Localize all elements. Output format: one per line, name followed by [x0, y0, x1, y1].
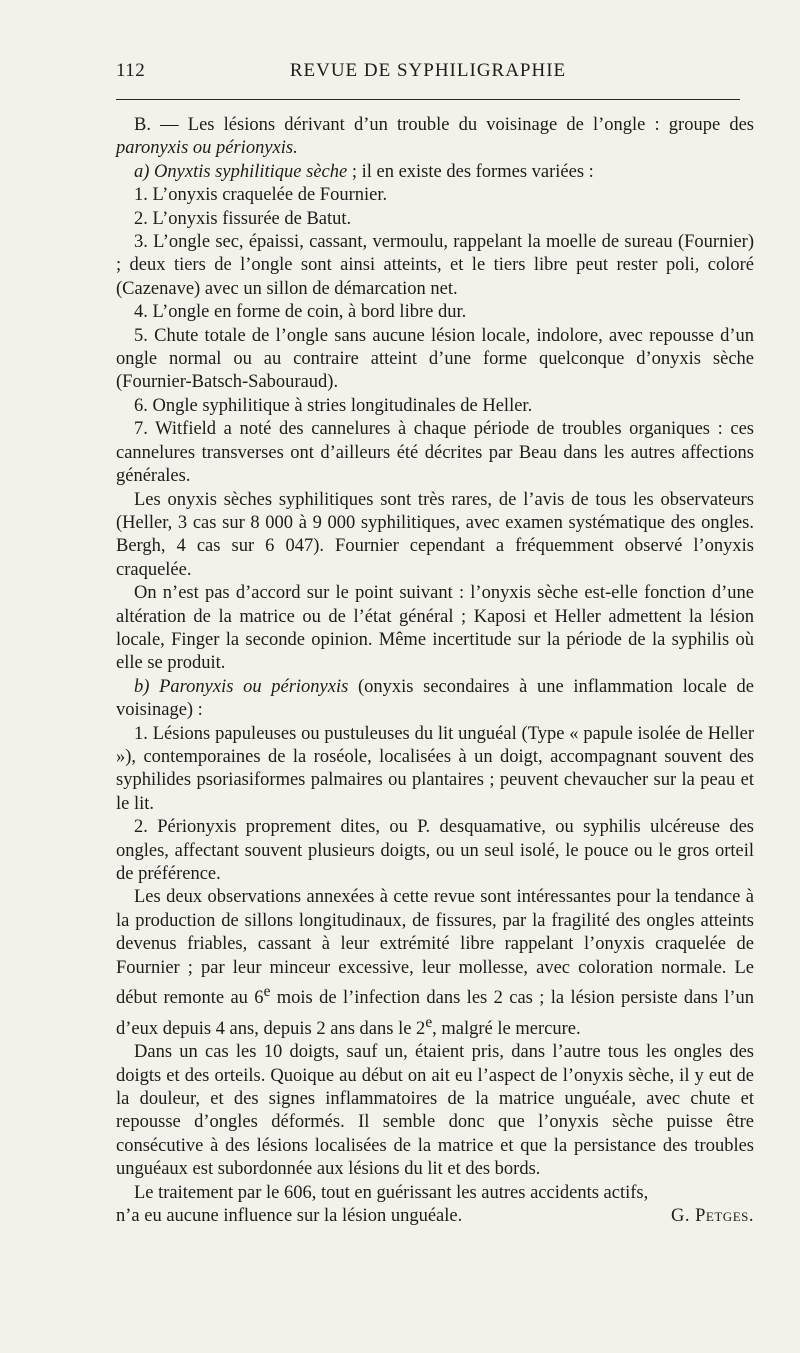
list-item: 3. L’ongle sec, épaissi, cassant, vermoulu, rappelant la moelle de sureau (Fournier) ; deux tiers de l’ongle sont ainsi atteints, et le tiers libre peut rester poli, coloré (Cazenave) avec un sillon de démarcation net. — [116, 232, 754, 299]
list-item: 5. Chute totale de l’ongle sans aucune lésion locale, indolore, avec repousse d’un ongle normal ou au contraire atteint d’une forme quelconque d’onyxis sèche (Fournier-Batsch-Sabouraud). — [116, 325, 754, 393]
paragraph-group-b: B. — Les lésions dérivant d’un trouble du voisinage de l’ongle : groupe des paronyxis ou périonyxis. — [116, 115, 754, 159]
list-item: 7. Witfield a noté des cannelures à chaque période de troubles organiques : ces cannelures transverses ont d’ailleurs été décrites par Beau dans les autres affections générales. — [116, 419, 754, 487]
paragraph-observations: Les deux observations annexées à cette revue sont intéressantes pour la tendance à la production de sillons longitudinaux, de fissures, par la fragilité des ongles atteints devenus friables, cassant à leur extrémité libre rappelant l’onyxis craquelée de Fournier ; par leur minceur excessive, leur mollesse, avec coloration normale. Le début remonte au 6e mois de l’infection dans les 2 cas ; la lésion persiste dans l’un d’eux depuis 4 ans, depuis 2 ans dans le 2e, malgré le mercure. — [116, 887, 754, 1039]
paragraph-treatment: Le traitement par le 606, tout en guérissant les autres accidents actifs, — [134, 1182, 649, 1203]
author-signature: G. Petges. — [671, 1206, 754, 1226]
running-title: REVUE DE SYPHILIGRAPHIE — [289, 60, 567, 81]
list-item: 2. Périonyxis proprement dites, ou P. desquamative, ou syphilis ulcéreuse des ongles, affectant souvent plusieurs doigts, ou un seul isolé, le pouce ou le gros orteil de préférence. — [116, 817, 754, 884]
list-item: 6. Ongle syphilitique à stries longitudinales de Heller. — [134, 395, 533, 416]
paragraph-paronyxis: b) Paronyxis ou périonyxis (onyxis secondaires à une inflammation locale de voisinage) : — [116, 676, 754, 721]
list-item: 1. Lésions papuleuses ou pustuleuses du lit unguéal (Type « papule isolée de Heller »), contemporaines de la roséole, localisées à un doigt, accompagnant souvent des syphilides psoriasiformes palmaires ou plantaires ; peuvent chevaucher sur la peau et le lit. — [116, 723, 754, 814]
paragraph: On n’est pas d’accord sur le point suivant : l’onyxis sèche est-elle fonction d’une altération de la matrice ou de l’état général ; Kaposi et Heller admettent la lésion locale, Finger la seconde opinion. Même incertitude sur la période de la syphilis où elle se produit. — [116, 583, 754, 674]
article-body — [116, 114, 754, 1228]
paragraph: Les onyxis sèches syphilitiques sont très rares, de l’avis de tous les observateurs (Heller, 3 cas sur 8 000 à 9 000 syphilitiques, avec examen systématique des ongles. Bergh, 4 cas sur 6 047). Fournier cependant a fréquemment observé l’onyxis craquelée. — [116, 489, 754, 580]
list-item: 2. L’onyxis fissurée de Batut. — [134, 208, 352, 229]
page-number: 112 — [116, 60, 146, 81]
list-item: 1. L’onyxis craquelée de Fournier. — [134, 185, 388, 206]
list-item: 4. L’ongle en forme de coin, à bord libre dur. — [134, 302, 467, 323]
running-head — [116, 58, 740, 86]
paragraph: Dans un cas les 10 doigts, sauf un, étaient pris, dans l’autre tous les ongles des doigts et des orteils. Quoique au début on ait eu l’aspect de l’onyxis sèche, il y eut de la douleur, et des signes inflammatoires de la matrice unguéale, avec chute et repousse d’ongles déformés. Il semble donc que l’onyxis sèche puisse être consécutive à des lésions localisées de la matrice et que la persistance des troubles unguéaux est subordonnée aux lésions du lit et des bords. — [116, 1042, 754, 1180]
header-rule — [116, 99, 740, 100]
paragraph-onyxis-seche: a) Onyxtis syphilitique sèche ; il en existe des formes variées : — [134, 161, 594, 182]
closing-line: n’a eu aucune influence sur la lésion unguéale. G. Petges. — [116, 1205, 754, 1228]
